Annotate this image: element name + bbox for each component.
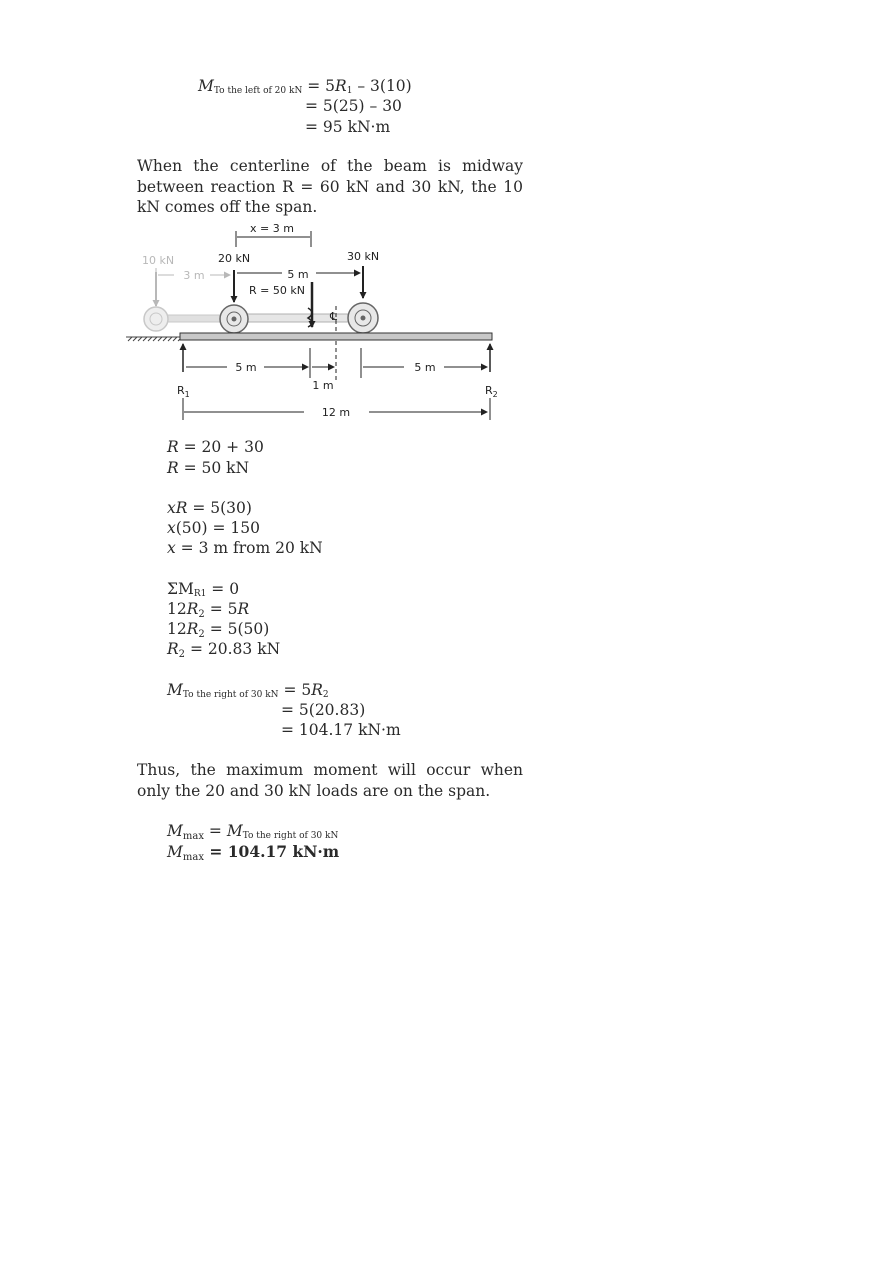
eq4-rest: = 0 — [206, 580, 240, 598]
eq3-rhs1: = 5(30) — [187, 499, 252, 517]
eq1-line3: = 95 kN·m — [305, 118, 391, 136]
eq6-m2-sub: To the right of 30 kN — [242, 831, 339, 841]
beam-diagram — [124, 220, 504, 430]
moment-subscript: To the left of 20 kN — [213, 86, 303, 96]
dim-5m-top: 5 m — [287, 268, 309, 281]
eq4-l4-r: R — [167, 640, 179, 658]
eq6-m-sub: max — [182, 831, 204, 842]
eq6-l2-m: M — [167, 843, 183, 861]
eq5-r: R — [311, 681, 323, 699]
eq4-sub: R1 — [193, 589, 207, 599]
wheel-20kn-center — [232, 317, 237, 322]
truck-axle-link — [234, 314, 362, 322]
eq1-rhs-b: – 3(10) — [352, 77, 412, 95]
eq4-line4 — [167, 639, 280, 665]
eq4-l3-coef: 12 — [167, 620, 187, 638]
eq4-l3-rhs: = 5(50) — [204, 620, 270, 638]
eq5-line2: = 5(20.83) — [281, 701, 366, 719]
eq2-r2: R — [167, 459, 179, 477]
ghost-dim-3m: 3 m — [183, 269, 205, 282]
eq4-l2-sub: 2 — [198, 609, 205, 620]
eq6-line2 — [167, 842, 339, 868]
eq1-rhs-a: = 5 — [302, 77, 336, 95]
eq3-rhs3: = 3 m from 20 kN — [175, 539, 323, 557]
reaction-r2-label: $R_2$ — [485, 384, 498, 399]
eq1-r-symbol: R — [335, 77, 347, 95]
eq4-l2-r: R — [186, 600, 199, 618]
eq3-line2 — [167, 518, 260, 538]
dim-1m: 1 m — [312, 379, 334, 392]
load-10kn-label: 10 kN — [141, 254, 175, 267]
eq2-r: R — [167, 438, 179, 456]
eq4-l2-rhs: = 5 — [204, 600, 238, 618]
eq3-line3 — [167, 538, 323, 558]
eq3-line1 — [167, 498, 252, 518]
ground-hatch — [128, 337, 182, 341]
x-dim-label: x = 3 m — [250, 222, 294, 235]
eq3-x2: x — [167, 539, 176, 557]
load-20kn-label: 20 kN — [217, 252, 251, 265]
paragraph-conclusion: Thus, the maximum moment will occur when only the 20 and 30 kN loads are on the span. — [137, 761, 523, 800]
eq2-line1 — [167, 437, 264, 457]
eq5-m-sub: To the right of 30 kN — [182, 690, 279, 700]
dim-12m: 12 m — [321, 406, 351, 419]
eq2-rhs1: = 20 + 30 — [178, 438, 264, 456]
eq3-xr: xR — [167, 499, 188, 517]
eq4-l2-coef: 12 — [167, 600, 187, 618]
dim-5m-left: 5 m — [235, 361, 257, 374]
resultant-label: R = 50 kN — [249, 284, 305, 297]
eq2-line2 — [167, 458, 249, 478]
eq3-x: x — [167, 519, 176, 537]
eq2-rhs2: = 50 kN — [178, 459, 250, 477]
reaction-r1-label: $R_1$ — [177, 384, 190, 399]
beam — [180, 333, 492, 340]
eq5-line3: = 104.17 kN·m — [281, 721, 401, 739]
eq4-l3-sub: 2 — [198, 629, 205, 640]
eq6-eq: = — [203, 822, 227, 840]
eq4-l4-rhs: = 20.83 kN — [185, 640, 281, 658]
eq4-sigma: ΣM — [167, 580, 194, 598]
ghost-wheel — [144, 307, 168, 331]
dim-5m-right: 5 m — [414, 361, 436, 374]
eq6-result: = 104.17 kN·m — [203, 842, 340, 861]
centerline-symbol: ℄ — [330, 310, 338, 323]
eq6-m: M — [167, 822, 183, 840]
eq1-line2: = 5(25) – 30 — [305, 97, 402, 115]
paragraph-centerline: When the centerline of the beam is midway between reaction R = 60 kN and 30 kN, the 10 kN comes off the span. — [137, 157, 523, 216]
eq6-l2-sub: max — [182, 852, 204, 863]
eq6-m2: M — [226, 822, 243, 840]
eq4-l3-r: R — [186, 620, 199, 638]
moment-symbol: M — [198, 77, 214, 95]
eq5-m: M — [167, 681, 183, 699]
eq3-rhs2: (50) = 150 — [175, 519, 260, 537]
load-30kn-label: 30 kN — [346, 250, 380, 263]
eq5-r-sub: 2 — [322, 690, 329, 700]
eq5-rhs: = 5 — [278, 681, 312, 699]
eq4-l4-sub: 2 — [178, 649, 186, 660]
eq1-r-subscript: 1 — [346, 86, 353, 96]
eq4-l2-r-rhs: R — [237, 600, 250, 618]
wheel-30kn-center — [361, 316, 366, 321]
